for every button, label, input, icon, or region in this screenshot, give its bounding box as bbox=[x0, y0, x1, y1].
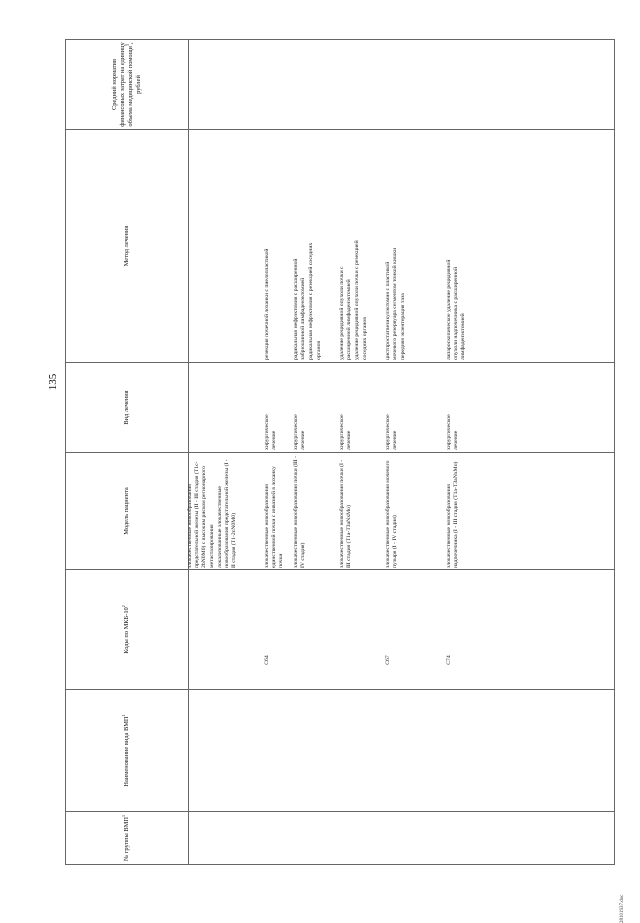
method-text: радикальная нефрэктомия с расширенной забрюшинной лимфаденэктомией bbox=[293, 258, 307, 360]
method-text: цистпростатвезикулэктомия с пластикой мочевого резервуара сегментом тонкой кишки bbox=[385, 247, 399, 360]
page-number: 135 bbox=[47, 373, 59, 391]
method-text: удаление рецидивной опухоли почки с резекцией соседних органов bbox=[354, 240, 368, 360]
row-3-method bbox=[339, 240, 370, 360]
header-cost: Средний норматив финансовых затрат на единицу объема медицинской помощи$^3$, рублей bbox=[66, 40, 189, 130]
method-text: резекция почечной лоханки с пиелопластикой bbox=[264, 248, 270, 360]
row-1-code: C64 bbox=[264, 655, 270, 665]
model-text: злокачественные новообразования мочевого пузыря (I - IV стадия) bbox=[385, 460, 399, 568]
row-1-model bbox=[264, 456, 286, 568]
row-1-kind: хирургическое лечение bbox=[264, 414, 278, 450]
row-5-method bbox=[446, 240, 468, 360]
rotated-page bbox=[47, 40, 625, 923]
row-5-kind: хирургическое лечение bbox=[446, 414, 460, 450]
row-4-kind: хирургическое лечение bbox=[385, 414, 399, 450]
header-code: Коды по МКБ-$10^2$ bbox=[66, 570, 189, 690]
model-text: злокачественные новообразования единственной почки с инвазией в лоханку почки bbox=[264, 466, 285, 568]
model-text: локализованные злокачественные новообразования предстательной железы (I - II стадия (T1-2cN0M0) bbox=[216, 459, 238, 568]
table-body bbox=[185, 40, 615, 865]
model-text: злокачественные новообразования предстательной железы (II - III стадия (T1c-2bN0M0) с высоким риском регионарного метастазирования bbox=[187, 461, 215, 568]
row-3-model bbox=[339, 456, 353, 568]
document-id: 28101937.doc bbox=[620, 894, 625, 923]
method-text: передняя экзентерация таза bbox=[400, 293, 407, 360]
method-text: радикальная нефрэктомия с резекцией соседних органов bbox=[308, 242, 322, 360]
model-text: злокачественные новообразования почки (III - IV стадия) bbox=[293, 456, 307, 568]
row-0-model bbox=[187, 456, 239, 568]
model-text: злокачественные новообразования почки (I - III стадия (T1a-T3aNxMo) bbox=[339, 459, 353, 568]
row-5-code: C74 bbox=[446, 655, 452, 665]
method-text: лапароскопическое удаление рецидивной опухоли надпочечника с расширенной лимфаденэктомией bbox=[446, 259, 467, 360]
row-3-kind: хирургическое лечение bbox=[339, 414, 353, 450]
row-2-kind: хирургическое лечение bbox=[293, 414, 307, 450]
header-group: № группы ВМП$^1$ bbox=[66, 812, 189, 865]
row-5-model bbox=[446, 456, 460, 568]
model-text: злокачественные новообразования надпочечника (I - III стадия (T1a-T3aNxMo) bbox=[446, 461, 460, 568]
row-4-method bbox=[385, 240, 409, 360]
row-4-model bbox=[385, 456, 399, 568]
row-4-code: C67 bbox=[385, 655, 391, 665]
row-2-method bbox=[293, 240, 324, 360]
method-text: удаление рецидивной опухоли почки с расширенной лимфаденэктомией bbox=[339, 266, 353, 360]
table-header-row bbox=[66, 40, 189, 865]
header-name: Наименование вида ВМП$^1$ bbox=[66, 690, 189, 812]
row-1-method bbox=[264, 240, 271, 360]
header-method: Метод лечения bbox=[66, 130, 189, 363]
header-kind: Вид лечения bbox=[66, 363, 189, 453]
header-model: Модель пациента bbox=[66, 453, 189, 570]
row-2-model bbox=[293, 456, 307, 568]
